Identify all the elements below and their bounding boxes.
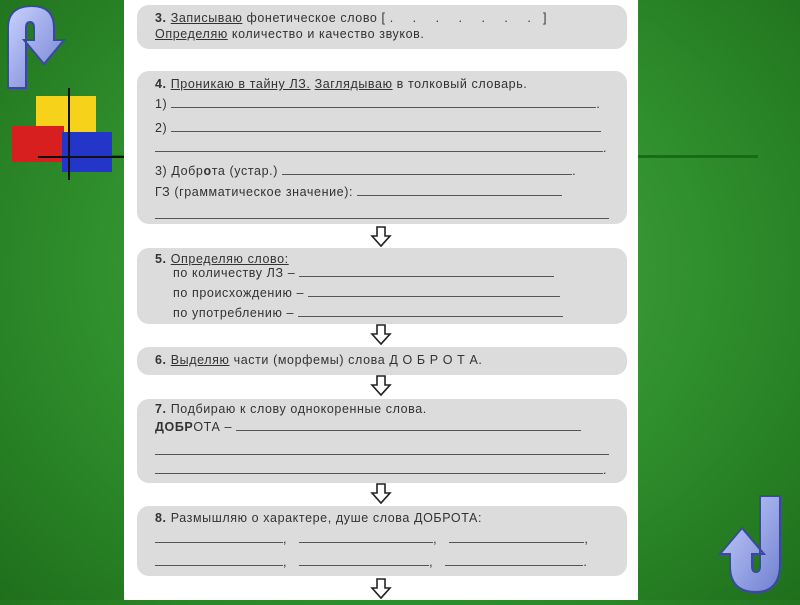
down-outline-arrow-icon bbox=[370, 578, 392, 600]
criteria-label: по происхождению – bbox=[173, 286, 305, 300]
task-verb: Выделяю bbox=[170, 353, 230, 367]
criteria-label: по количеству ЛЗ – bbox=[173, 266, 296, 280]
answer-line[interactable] bbox=[155, 463, 603, 474]
task-number: 6. bbox=[155, 353, 167, 367]
item-label: та (устар.) bbox=[211, 164, 278, 178]
line-dot: . bbox=[603, 141, 608, 155]
line-dot: . bbox=[596, 97, 601, 111]
answer-line[interactable] bbox=[171, 121, 601, 132]
answer-line[interactable] bbox=[282, 164, 572, 175]
answer-line[interactable] bbox=[357, 185, 562, 196]
task-text: Подбираю к слову однокоренные слова. bbox=[170, 402, 427, 416]
separator: , bbox=[584, 532, 589, 546]
separator: , bbox=[283, 532, 288, 546]
item-label: 3) Добр bbox=[155, 164, 204, 178]
down-outline-arrow-icon bbox=[370, 375, 392, 397]
u-turn-back-icon[interactable] bbox=[0, 0, 70, 92]
answer-line[interactable] bbox=[308, 286, 560, 297]
task-number: 5. bbox=[155, 252, 167, 266]
task-text: количество и качество звуков. bbox=[231, 27, 425, 41]
task-verb: Определяю bbox=[155, 27, 228, 41]
answer-line[interactable] bbox=[155, 454, 609, 455]
down-outline-arrow-icon bbox=[370, 226, 392, 248]
task-8-card bbox=[137, 506, 627, 576]
task-3-card bbox=[137, 5, 627, 49]
word-root: ДОБР bbox=[155, 420, 194, 434]
task-7-card bbox=[137, 399, 627, 483]
answer-line[interactable] bbox=[155, 532, 283, 543]
task-verb: Проникаю в тайну ЛЗ. bbox=[170, 77, 311, 91]
answer-line[interactable] bbox=[155, 555, 283, 566]
task-verb: Определяю слово: bbox=[170, 252, 289, 266]
answer-line[interactable] bbox=[298, 306, 563, 317]
task-number: 8. bbox=[155, 511, 167, 525]
task-text: в толковый словарь. bbox=[396, 77, 528, 91]
task-5-card bbox=[137, 248, 627, 324]
answer-line[interactable] bbox=[155, 218, 609, 219]
task-6-card bbox=[137, 347, 627, 375]
task-number: 4. bbox=[155, 77, 167, 91]
gz-label: ГЗ (грамматическое значение): bbox=[155, 185, 354, 199]
answer-line[interactable] bbox=[449, 532, 584, 543]
stressed-letter: о bbox=[203, 164, 212, 178]
item-label: 1) bbox=[155, 97, 168, 111]
down-outline-arrow-icon bbox=[370, 483, 392, 505]
task-text: фонетическое слово [ bbox=[246, 11, 386, 25]
answer-line[interactable] bbox=[171, 97, 596, 108]
transcription-dots: . . . . . . . bbox=[389, 11, 539, 25]
answer-line[interactable] bbox=[445, 555, 583, 566]
u-turn-forward-icon[interactable] bbox=[718, 492, 798, 598]
separator: , bbox=[433, 532, 438, 546]
task-text: части (морфемы) слова Д О Б Р О Т А. bbox=[233, 353, 483, 367]
decorative-line-right bbox=[636, 155, 758, 158]
answer-line[interactable] bbox=[299, 266, 554, 277]
task-number: 3. bbox=[155, 11, 167, 25]
separator: , bbox=[429, 555, 434, 569]
task-number: 7. bbox=[155, 402, 167, 416]
task-4-card bbox=[137, 71, 627, 224]
line-dot: . bbox=[583, 555, 588, 569]
down-outline-arrow-icon bbox=[370, 324, 392, 346]
task-verb: Заглядываю bbox=[314, 77, 393, 91]
word-ending: ОТА – bbox=[193, 420, 233, 434]
answer-line[interactable] bbox=[299, 555, 429, 566]
separator: , bbox=[283, 555, 288, 569]
answer-line[interactable] bbox=[236, 420, 581, 431]
answer-line[interactable] bbox=[299, 532, 433, 543]
task-text: Размышляю о характере, душе слова ДОБРОТА: bbox=[170, 511, 483, 525]
bracket: ] bbox=[542, 11, 548, 25]
task-verb: Записываю bbox=[170, 11, 243, 25]
color-blocks-logo bbox=[10, 88, 130, 180]
criteria-label: по употреблению – bbox=[173, 306, 295, 320]
item-label: 2) bbox=[155, 121, 168, 135]
line-dot: . bbox=[572, 164, 577, 178]
answer-line[interactable] bbox=[155, 141, 603, 152]
line-dot: . bbox=[603, 463, 608, 477]
